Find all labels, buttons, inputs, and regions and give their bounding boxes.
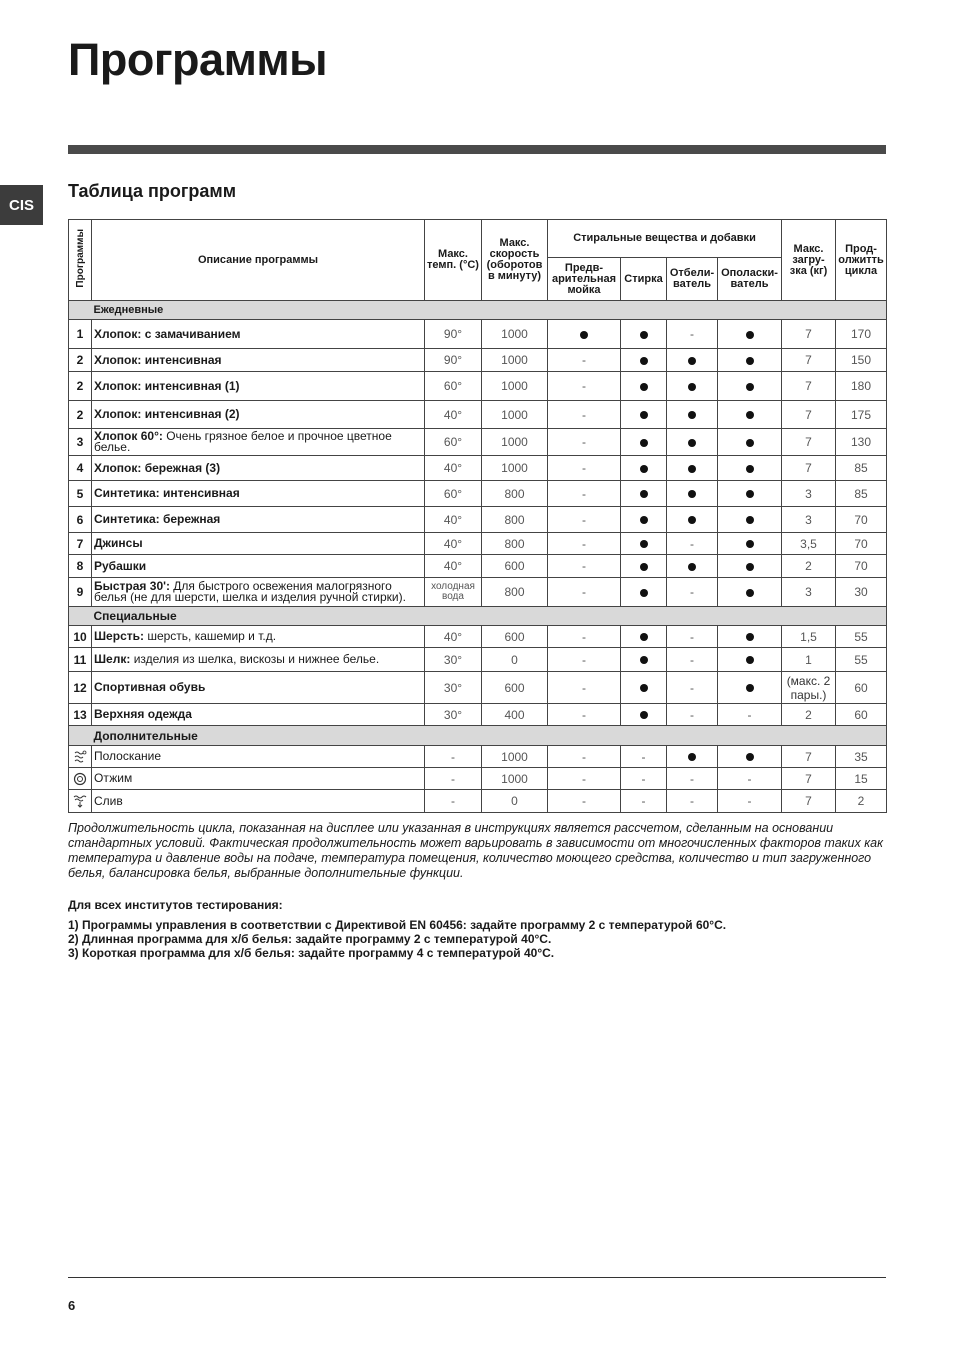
program-name: Хлопок: интенсивная (1) xyxy=(94,378,240,393)
temp-cell: 40° xyxy=(425,533,482,555)
temp-cell: 30° xyxy=(425,672,482,704)
program-number: 13 xyxy=(69,704,92,726)
prewash-cell: - xyxy=(548,401,621,429)
softener-dot-cell xyxy=(718,672,782,704)
header-description: Описание программы xyxy=(92,220,425,301)
duration-cell: 55 xyxy=(836,648,887,672)
prewash-cell: - xyxy=(548,704,621,726)
wash-dot-cell xyxy=(621,320,667,349)
prewash-cell: - xyxy=(548,746,621,768)
duration-cell: 70 xyxy=(836,507,887,533)
load-cell: 7 xyxy=(782,401,836,429)
load-cell: 3 xyxy=(782,481,836,507)
filled-dot-icon xyxy=(688,411,696,419)
speed-cell: 800 xyxy=(482,578,548,607)
softener-dot-cell xyxy=(718,401,782,429)
temp-cell: 40° xyxy=(425,555,482,578)
program-number: 2 xyxy=(69,401,92,429)
filled-dot-icon xyxy=(640,540,648,548)
filled-dot-icon xyxy=(640,711,648,719)
table-row xyxy=(69,481,887,507)
spin-icon xyxy=(69,768,92,790)
bleach-cell: - xyxy=(667,578,718,607)
wash-dot-cell xyxy=(621,578,667,607)
wash-dot-cell xyxy=(621,429,667,456)
program-name: Быстрая 30': xyxy=(94,579,170,593)
load-cell: 3 xyxy=(782,507,836,533)
program-name: Шерсть: xyxy=(94,629,144,643)
group-label: Дополнительные xyxy=(92,726,836,746)
filled-dot-icon xyxy=(746,383,754,391)
load-cell: 7 xyxy=(782,320,836,349)
table-row xyxy=(69,507,887,533)
bleach-dot-cell xyxy=(667,555,718,578)
program-description xyxy=(92,555,425,578)
program-name: Хлопок: с замачиванием xyxy=(94,326,241,341)
softener-dot-cell xyxy=(718,578,782,607)
header-prewash: Предв-арительная мойка xyxy=(548,258,621,301)
duration-cell: 130 xyxy=(836,429,887,456)
program-number: 7 xyxy=(69,533,92,555)
program-name: Хлопок: бережная (3) xyxy=(94,460,221,475)
speed-cell: 600 xyxy=(482,672,548,704)
program-description xyxy=(92,578,425,607)
testing-line: 2) Длинная программа для х/б белья: задайте программу 2 с температурой 40°C. xyxy=(68,932,552,946)
filled-dot-icon xyxy=(640,633,648,641)
filled-dot-icon xyxy=(640,439,648,447)
filled-dot-icon xyxy=(688,383,696,391)
table-row xyxy=(69,746,887,768)
duration-cell: 15 xyxy=(836,768,887,790)
prewash-cell: - xyxy=(548,768,621,790)
table-row xyxy=(69,578,887,607)
program-number: 9 xyxy=(69,578,92,607)
filled-dot-icon xyxy=(640,357,648,365)
load-cell: 7 xyxy=(782,429,836,456)
program-details: Очень грязное белое и прочное цветное белье. xyxy=(94,429,392,454)
temp-cell: 60° xyxy=(425,372,482,401)
rinse-icon xyxy=(69,746,92,768)
program-name: Хлопок: интенсивная (2) xyxy=(94,407,240,421)
program-number: 1 xyxy=(69,320,92,349)
duration-cell: 175 xyxy=(836,401,887,429)
program-number: 8 xyxy=(69,555,92,578)
speed-cell: 1000 xyxy=(482,746,548,768)
program-description xyxy=(92,401,425,429)
table-row xyxy=(69,555,887,578)
softener-dot-cell xyxy=(718,320,782,349)
program-description xyxy=(92,626,425,648)
load-cell: 2 xyxy=(782,704,836,726)
header-bleach: Отбели-ватель xyxy=(667,258,718,301)
load-cell: 7 xyxy=(782,372,836,401)
bleach-dot-cell xyxy=(667,456,718,481)
speed-cell: 1000 xyxy=(482,456,548,481)
temp-cell: - xyxy=(425,790,482,813)
temp-cell: 60° xyxy=(425,429,482,456)
program-name: Полоскание xyxy=(92,746,425,768)
prewash-cell: - xyxy=(548,349,621,372)
table-row xyxy=(69,704,887,726)
program-number: 2 xyxy=(69,349,92,372)
softener-dot-cell xyxy=(718,746,782,768)
wash-dot-cell xyxy=(621,456,667,481)
program-number: 2 xyxy=(69,372,92,401)
softener-dot-cell xyxy=(718,648,782,672)
duration-cell: 60 xyxy=(836,704,887,726)
filled-dot-icon xyxy=(746,753,754,761)
program-name: Шелк: xyxy=(94,652,131,666)
speed-cell: 1000 xyxy=(482,349,548,372)
drain-icon xyxy=(69,790,92,813)
duration-cell: 2 xyxy=(836,790,887,813)
speed-cell: 1000 xyxy=(482,372,548,401)
softener-dot-cell xyxy=(718,372,782,401)
program-name: Хлопок 60°: xyxy=(94,429,163,443)
bleach-dot-cell xyxy=(667,481,718,507)
filled-dot-icon xyxy=(746,656,754,664)
duration-cell: 35 xyxy=(836,746,887,768)
bleach-dot-cell xyxy=(667,349,718,372)
filled-dot-icon xyxy=(746,540,754,548)
header-max-speed: Макс. скорость (оборотов в минуту) xyxy=(482,220,548,301)
program-name: Верхняя одежда xyxy=(94,707,192,721)
program-description xyxy=(92,372,425,401)
speed-cell: 1000 xyxy=(482,429,548,456)
softener-dot-cell xyxy=(718,349,782,372)
prewash-cell: - xyxy=(548,533,621,555)
wash-dot-cell xyxy=(621,349,667,372)
program-name: Синтетика: интенсивная xyxy=(94,486,240,500)
program-description xyxy=(92,648,425,672)
filled-dot-icon xyxy=(746,589,754,597)
program-number: 10 xyxy=(69,626,92,648)
prewash-cell: - xyxy=(548,672,621,704)
title-divider xyxy=(68,145,886,154)
load-cell: (макс. 2 пары.) xyxy=(782,672,836,704)
temp-cell: 30° xyxy=(425,648,482,672)
softener-dot-cell xyxy=(718,456,782,481)
header-max-load: Макс. загру-зка (кг) xyxy=(782,220,836,301)
filled-dot-icon xyxy=(640,516,648,524)
duration-cell: 55 xyxy=(836,626,887,648)
wash-dot-cell xyxy=(621,507,667,533)
table-row xyxy=(69,320,887,349)
filled-dot-icon xyxy=(640,563,648,571)
wash-dot-cell xyxy=(621,372,667,401)
table-row xyxy=(69,533,887,555)
table-row xyxy=(69,401,887,429)
table-row xyxy=(69,672,887,704)
program-name: Рубашки xyxy=(94,558,147,573)
program-name: Слив xyxy=(92,790,425,813)
program-description xyxy=(92,429,425,456)
load-cell: 7 xyxy=(782,456,836,481)
wash-dot-cell xyxy=(621,704,667,726)
header-softener: Ополаски-ватель xyxy=(718,258,782,301)
speed-cell: 600 xyxy=(482,626,548,648)
temp-cell: 40° xyxy=(425,626,482,648)
program-number: 5 xyxy=(69,481,92,507)
program-number: 3 xyxy=(69,429,92,456)
filled-dot-icon xyxy=(746,411,754,419)
prewash-cell: - xyxy=(548,578,621,607)
filled-dot-icon xyxy=(640,331,648,339)
program-description xyxy=(92,672,425,704)
filled-dot-icon xyxy=(640,383,648,391)
filled-dot-icon xyxy=(746,516,754,524)
filled-dot-icon xyxy=(640,656,648,664)
bleach-cell: - xyxy=(667,768,718,790)
prewash-dot-cell xyxy=(548,320,621,349)
softener-dot-cell xyxy=(718,429,782,456)
wash-cell: - xyxy=(621,768,667,790)
duration-cell: 30 xyxy=(836,578,887,607)
bleach-dot-cell xyxy=(667,746,718,768)
program-description xyxy=(92,456,425,481)
filled-dot-icon xyxy=(746,465,754,473)
header-wash: Стирка xyxy=(621,258,667,301)
table-row xyxy=(69,349,887,372)
filled-dot-icon xyxy=(746,563,754,571)
page-title: Программы xyxy=(68,34,328,85)
load-cell: 7 xyxy=(782,746,836,768)
temp-cell: 90° xyxy=(425,349,482,372)
program-name: Хлопок: интенсивная xyxy=(94,352,222,367)
filled-dot-icon xyxy=(688,465,696,473)
speed-cell: 0 xyxy=(482,790,548,813)
bleach-cell: - xyxy=(667,648,718,672)
wash-dot-cell xyxy=(621,533,667,555)
filled-dot-icon xyxy=(746,331,754,339)
load-cell: 7 xyxy=(782,349,836,372)
program-details: изделия из шелка, вискозы и нижнее белье. xyxy=(130,652,380,666)
bleach-cell: - xyxy=(667,626,718,648)
softener-dot-cell xyxy=(718,533,782,555)
filled-dot-icon xyxy=(640,589,648,597)
speed-cell: 0 xyxy=(482,648,548,672)
header-detergents: Стиральные вещества и добавки xyxy=(548,220,782,258)
load-cell: 3 xyxy=(782,578,836,607)
filled-dot-icon xyxy=(640,411,648,419)
prewash-cell: - xyxy=(548,372,621,401)
header-max-temp: Макс. темп. (°C) xyxy=(425,220,482,301)
wash-cell: - xyxy=(621,746,667,768)
group-label: Специальные xyxy=(92,607,836,626)
wash-dot-cell xyxy=(621,481,667,507)
filled-dot-icon xyxy=(640,684,648,692)
softener-dot-cell xyxy=(718,626,782,648)
filled-dot-icon xyxy=(580,331,588,339)
softener-cell: - xyxy=(718,704,782,726)
load-cell: 2 xyxy=(782,555,836,578)
program-name: Синтетика: бережная xyxy=(94,512,221,526)
testing-line: 1) Программы управления в соответствии с Директивой EN 60456: задайте программу 2 с температурой 60°С. xyxy=(68,918,727,932)
bleach-cell: - xyxy=(667,790,718,813)
testing-instructions xyxy=(68,898,886,960)
bleach-cell: - xyxy=(667,704,718,726)
program-number: 4 xyxy=(69,456,92,481)
bleach-cell: - xyxy=(667,533,718,555)
bleach-cell: - xyxy=(667,320,718,349)
testing-heading: Для всех институтов тестирования: xyxy=(68,898,283,912)
softener-dot-cell xyxy=(718,507,782,533)
filled-dot-icon xyxy=(640,465,648,473)
duration-cell: 170 xyxy=(836,320,887,349)
speed-cell: 400 xyxy=(482,704,548,726)
filled-dot-icon xyxy=(746,633,754,641)
wash-cell: - xyxy=(621,790,667,813)
header-duration: Прод-олжитть цикла xyxy=(836,220,887,301)
filled-dot-icon xyxy=(640,490,648,498)
program-name: Джинсы xyxy=(94,536,143,550)
temp-cell: 90° xyxy=(425,320,482,349)
duration-cell: 60 xyxy=(836,672,887,704)
wash-dot-cell xyxy=(621,555,667,578)
duration-cell: 85 xyxy=(836,456,887,481)
temp-cell: - xyxy=(425,746,482,768)
softener-dot-cell xyxy=(718,555,782,578)
duration-cell: 70 xyxy=(836,533,887,555)
duration-cell: 150 xyxy=(836,349,887,372)
bleach-dot-cell xyxy=(667,507,718,533)
speed-cell: 800 xyxy=(482,481,548,507)
program-description xyxy=(92,320,425,349)
table-row xyxy=(69,626,887,648)
wash-dot-cell xyxy=(621,648,667,672)
program-description xyxy=(92,704,425,726)
load-cell: 7 xyxy=(782,790,836,813)
table-row xyxy=(69,790,887,813)
bleach-dot-cell xyxy=(667,429,718,456)
filled-dot-icon xyxy=(746,490,754,498)
prewash-cell: - xyxy=(548,456,621,481)
prewash-cell: - xyxy=(548,648,621,672)
wash-dot-cell xyxy=(621,672,667,704)
speed-cell: 800 xyxy=(482,533,548,555)
filled-dot-icon xyxy=(688,516,696,524)
page-number: 6 xyxy=(68,1298,76,1313)
prewash-cell: - xyxy=(548,507,621,533)
program-name: Отжим xyxy=(92,768,425,790)
load-cell: 1 xyxy=(782,648,836,672)
prewash-cell: - xyxy=(548,481,621,507)
load-cell: 3,5 xyxy=(782,533,836,555)
load-cell: 7 xyxy=(782,768,836,790)
softener-cell: - xyxy=(718,790,782,813)
program-description xyxy=(92,481,425,507)
prewash-cell: - xyxy=(548,429,621,456)
softener-cell: - xyxy=(718,768,782,790)
filled-dot-icon xyxy=(688,753,696,761)
filled-dot-icon xyxy=(688,490,696,498)
wash-dot-cell xyxy=(621,401,667,429)
table-row xyxy=(69,372,887,401)
speed-cell: 600 xyxy=(482,555,548,578)
bleach-cell: - xyxy=(667,672,718,704)
filled-dot-icon xyxy=(746,684,754,692)
duration-cell: 70 xyxy=(836,555,887,578)
section-title: Таблица программ xyxy=(68,181,237,201)
program-number: 12 xyxy=(69,672,92,704)
speed-cell: 1000 xyxy=(482,320,548,349)
wash-dot-cell xyxy=(621,626,667,648)
program-description xyxy=(92,349,425,372)
table-row xyxy=(69,648,887,672)
temp-cell: холодная вода xyxy=(425,578,482,607)
prewash-cell: - xyxy=(548,626,621,648)
table-row xyxy=(69,768,887,790)
filled-dot-icon xyxy=(746,439,754,447)
filled-dot-icon xyxy=(746,357,754,365)
bleach-dot-cell xyxy=(667,401,718,429)
prewash-cell: - xyxy=(548,555,621,578)
filled-dot-icon xyxy=(688,357,696,365)
program-name: Спортивная обувь xyxy=(94,680,206,694)
language-tab: CIS xyxy=(0,185,43,225)
softener-dot-cell xyxy=(718,481,782,507)
group-row-special xyxy=(69,607,887,626)
testing-line: 3) Короткая программа для х/б белья: задайте программу 4 с температурой 40°C. xyxy=(68,946,555,960)
temp-cell: - xyxy=(425,768,482,790)
duration-cell: 85 xyxy=(836,481,887,507)
programs-table xyxy=(68,219,887,813)
program-description xyxy=(92,533,425,555)
program-details: шерсть, кашемир и т.д. xyxy=(144,629,277,643)
program-details: Для быстрого освежения малогрязного белья (не для шерсти, шелка и изделия ручной стирки). xyxy=(94,579,406,604)
duration-note: Продолжительность цикла, показанная на дисплее или указанная в инструкциях является рассчетом, сделанным на основании стандартных условий. Фактическая продолжительность может варьировать в зависимости от многочисленных факторов таких как температура и давление воды на подаче, температура помещения, количество моющего средства, количество и тип загруженного белья, балансировка белья, выбранные дополнительные функции. xyxy=(68,821,883,880)
speed-cell: 1000 xyxy=(482,768,548,790)
table-row xyxy=(69,429,887,456)
filled-dot-icon xyxy=(688,563,696,571)
group-row-additional xyxy=(69,726,887,746)
bleach-dot-cell xyxy=(667,372,718,401)
program-description xyxy=(92,507,425,533)
prewash-cell: - xyxy=(548,790,621,813)
speed-cell: 800 xyxy=(482,507,548,533)
table-row xyxy=(69,456,887,481)
program-number: 11 xyxy=(69,648,92,672)
temp-cell: 40° xyxy=(425,507,482,533)
group-row-daily: Ежедневные xyxy=(69,301,887,320)
temp-cell: 40° xyxy=(425,456,482,481)
temp-cell: 40° xyxy=(425,401,482,429)
temp-cell: 60° xyxy=(425,481,482,507)
header-programs: Программы xyxy=(69,220,92,301)
program-number: 6 xyxy=(69,507,92,533)
filled-dot-icon xyxy=(688,439,696,447)
footer-divider xyxy=(68,1277,886,1278)
temp-cell: 30° xyxy=(425,704,482,726)
load-cell: 1,5 xyxy=(782,626,836,648)
speed-cell: 1000 xyxy=(482,401,548,429)
duration-cell: 180 xyxy=(836,372,887,401)
